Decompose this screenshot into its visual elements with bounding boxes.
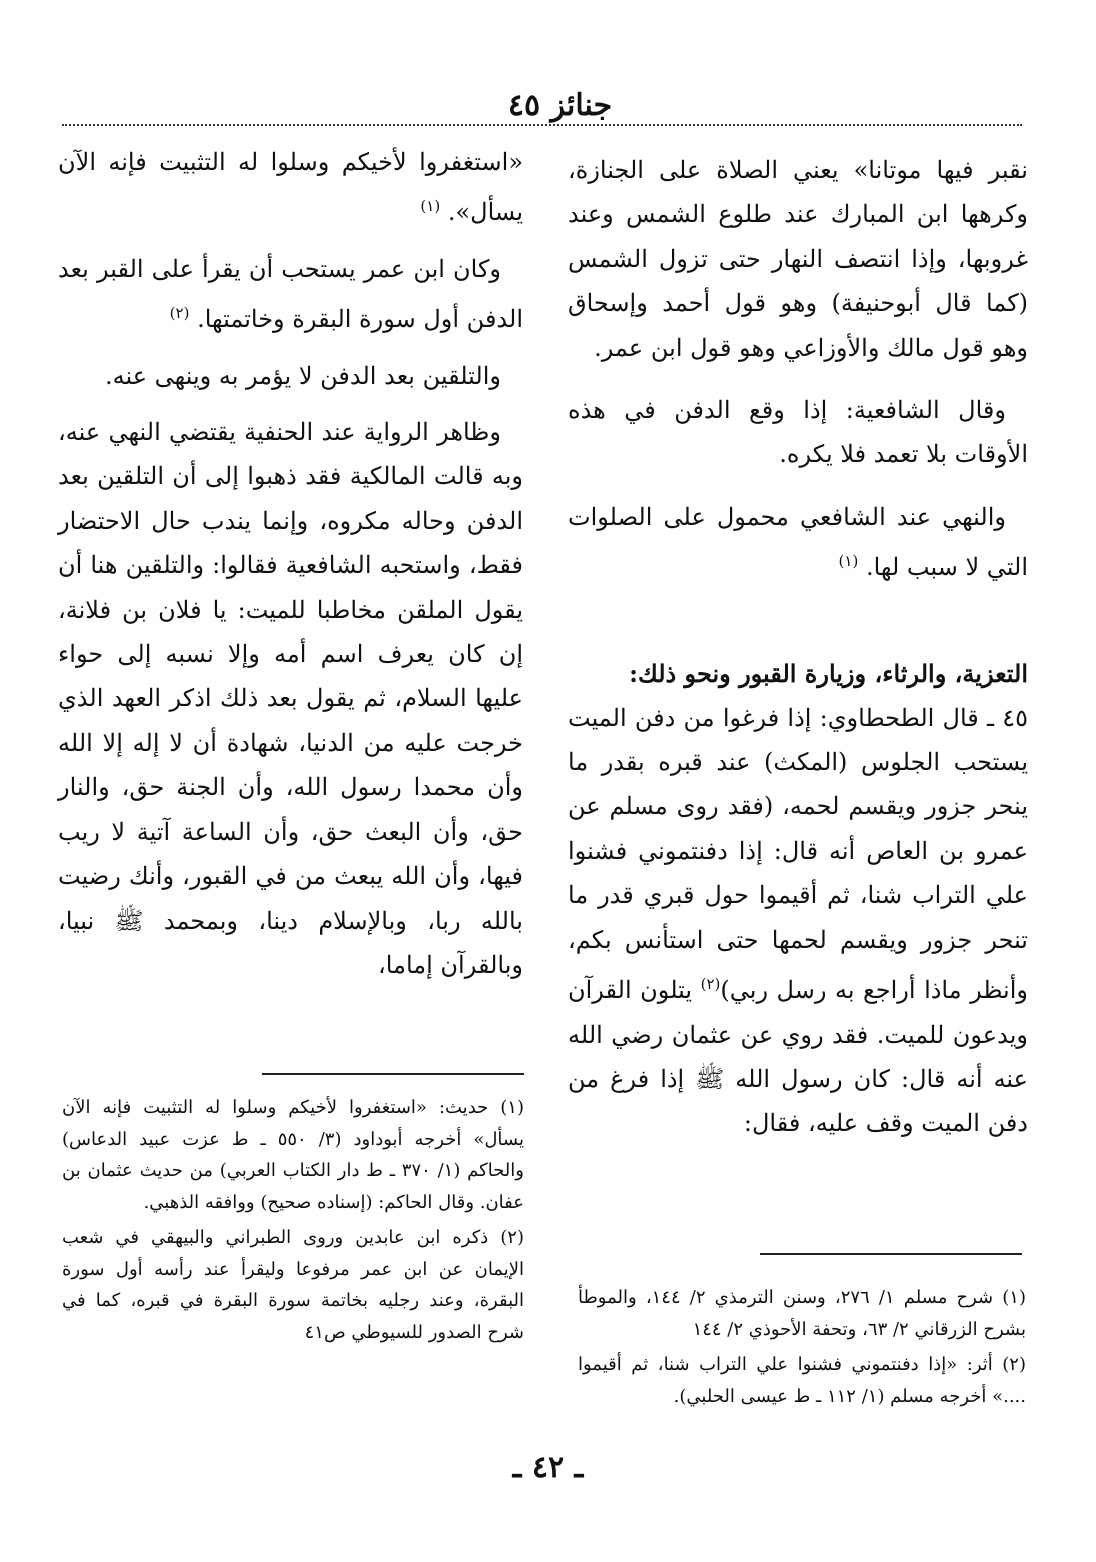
section-heading: التعزية، والرثاء، وزيارة القبور ونحو ذلك: — [629, 658, 1028, 688]
footnote-2: (٢) أثر: «إذا دفنتموني فشنوا علي التراب شنا، ثم أقيموا ....» أخرجه مسلم (١/ ١١٢ ـ ط عيسى الحلبي). — [578, 1354, 1026, 1407]
running-header: جنائز ٤٥ — [507, 88, 613, 123]
footnote-marker: (٢) — [169, 304, 190, 323]
footnote-1: (١) حديث: «استغفروا لأخيكم وسلوا له التثبيت فإنه الآن يسأل» أخرجه أبوداود (٣/ ٥٥٠ ـ ط عزت عبيد الدعاس) والحاكم (١/ ٣٧٠ ـ ط دار الكتاب العربي) من حديث عثمان بن عفان. وقال الحاكم: (إسناده صحيح) ووافقه الذهبي. — [62, 1097, 524, 1213]
footnote-2: (٢) ذكره ابن عابدين وروى الطبراني والبيهقي في شعب الإيمان عن ابن عمر مرفوعا وليقرأ عند رأسه أول سورة البقرة، وعند رجليه بخاتمة سورة البقرة في قبره، كما في شرح الصدور للسيوطي ص٤١ — [62, 1227, 524, 1343]
right-paragraph-2: وقال الشافعية: إذا وقع الدفن في هذه الأوقات بلا تعمد فلا يكره. — [568, 396, 1028, 469]
right-column — [568, 148, 1028, 1146]
footnotes-right — [578, 1282, 1026, 1416]
footnote-separator — [760, 1253, 1022, 1255]
footnote-marker: (٢) — [700, 975, 721, 994]
right-paragraph-4 — [568, 696, 1028, 1146]
footnote-marker: (١) — [420, 197, 441, 216]
right-paragraph-4-text: ٤٥ ـ قال الطحطاوي: إذا فرغوا من دفن الميت يستحب الجلوس (المكث) عند قبره بقدر ما ينحر جزور ويقسم لحمه، (فقد روى مسلم عن عمرو بن العاص أنه قال: إذا دفنتموني فشنوا علي التراب شنا، ثم أقيموا حول قبري قدر ما تنحر جزور ويقسم لحمها حتى استأنس بكم، وأنظر ماذا أراجع به رسل ربي) — [568, 703, 1028, 1005]
footnote-separator — [262, 1073, 524, 1075]
left-paragraph-1-text: «استغفروا لأخيكم وسلوا له التثبيت فإنه الآن يسأل». — [58, 148, 523, 227]
right-paragraph-4-continuation: يتلون القرآن ويدعون للميت. فقد روي عن عثمان رضي الله عنه أنه قال: كان رسول الله ﷺ إذا فرغ من دفن الميت وقف عليه، فقال: — [568, 976, 1028, 1138]
left-paragraph-3: والتلقين بعد الدفن لا يؤمر به وينهى عنه. — [104, 361, 501, 390]
footnotes-left — [62, 1092, 524, 1352]
header-dotted-rule — [62, 124, 1022, 126]
left-paragraph-4: وظاهر الرواية عند الحنفية يقتضي النهي عنه، وبه قالت المالكية فقد ذهبوا إلى أن التلقين بعد الدفن وحاله مكروه، وإنما يندب حال الاحتضار فقط، واستحبه الشافعية فقالوا: والتلقين هنا أن يقول الملقن مخاطبا للميت: يا فلان بن فلانة، إن كان يعرف اسم أمه وإلا نسبه إلى حواء عليها السلام، ثم يقول بعد ذلك اذكر العهد الذي خرجت عليه من الدنيا، شهادة أن لا إله إلا الله وأن محمدا رسول الله، وأن الجنة حق، والنار حق، وأن البعث حق، وأن الساعة آتية لا ريب فيها، وأن الله يبعث من في القبور، وأنك رضيت بالله ربا، وبالإسلام دينا، وبمحمد ﷺ نبيا، وبالقرآن إماما، — [58, 418, 524, 979]
left-paragraph-2 — [58, 247, 523, 342]
left-paragraph-1 — [58, 140, 523, 235]
page-number: ـ ٤٢ ـ — [512, 1450, 584, 1485]
footnote-marker: (١) — [838, 552, 859, 571]
left-column — [58, 140, 523, 987]
right-paragraph-3 — [568, 495, 1028, 590]
left-paragraph-2-text: وكان ابن عمر يستحب أن يقرأ على القبر بعد الدفن أول سورة البقرة وخاتمتها. — [58, 254, 523, 334]
right-paragraph-3-text: والنهي عند الشافعي محمول على الصلوات التي لا سبب لها. — [568, 502, 1028, 582]
right-paragraph-1: نقبر فيها موتانا» يعني الصلاة على الجنازة، وكرهها ابن المبارك عند طلوع الشمس وعند غروبها، وإذا انتصف النهار حتى تزول الشمس (كما قال أبوحنيفة) وهو قول أحمد وإسحاق وهو قول مالك والأوزاعي وهو قول ابن عمر. — [568, 156, 1028, 362]
footnote-1: (١) شرح مسلم ١/ ٢٧٦، وسنن الترمذي ٢/ ١٤٤، والموطأ بشرح الزرقاني ٢/ ٦٣، وتحفة الأحوذي ٢/ ١٤٤ — [578, 1287, 1026, 1340]
